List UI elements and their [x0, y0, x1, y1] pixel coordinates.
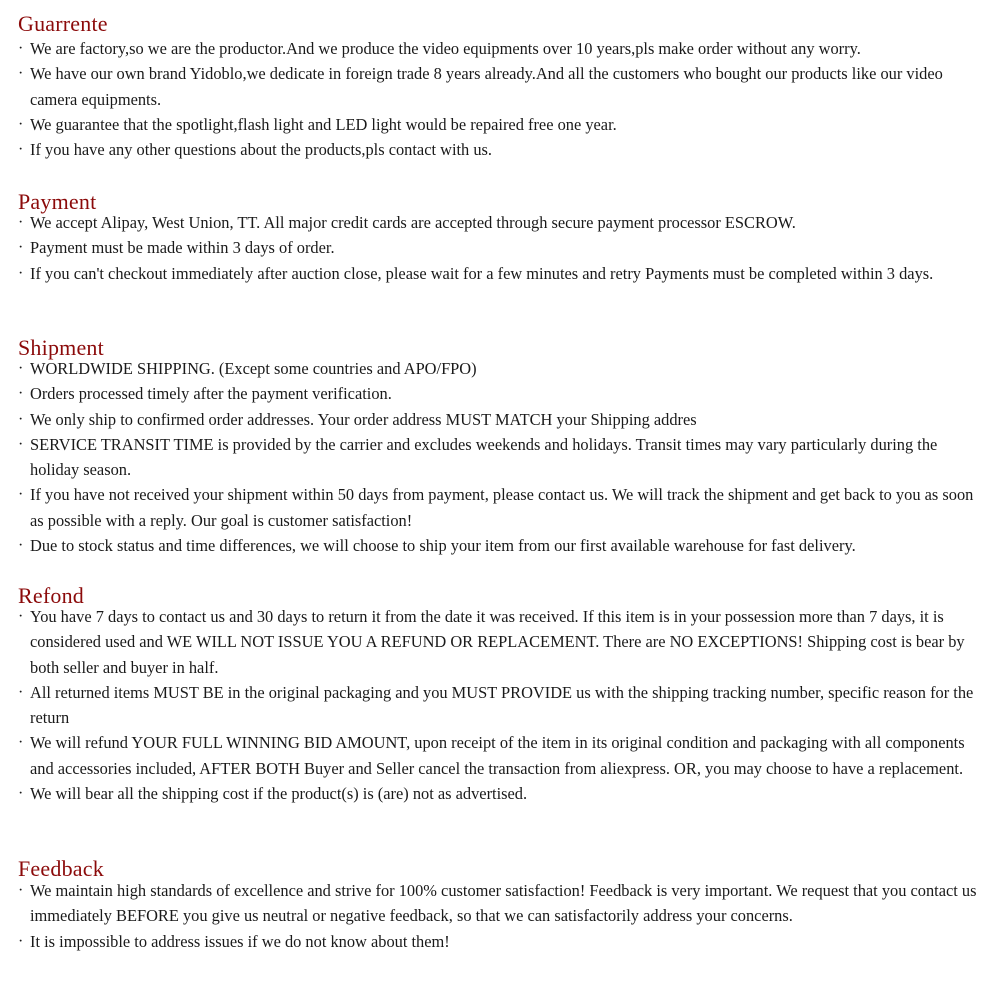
- section-title-feedback: Feedback: [18, 856, 104, 881]
- section-title-payment: Payment: [18, 189, 97, 214]
- list-item-text: We will bear all the shipping cost if the product(s) is (are) not as advertised.: [30, 784, 528, 804]
- bullet-dot: ·: [18, 785, 24, 803]
- bullet-dot: ·: [18, 486, 24, 504]
- list-item: [18, 604, 990, 680]
- list-item-text: Orders processed timely after the payment verification.: [30, 384, 392, 404]
- bullet-dot: ·: [18, 264, 24, 282]
- list-item: [18, 482, 990, 533]
- list-item: [18, 781, 990, 806]
- list-item-text: WORLDWIDE SHIPPING. (Except some countries and APO/FPO): [30, 359, 477, 378]
- section-title-refund: Refond: [18, 583, 84, 608]
- section-title-guarantee: Guarrente: [18, 11, 108, 36]
- bullet-dot: ·: [18, 40, 24, 57]
- list-item-text: We have our own brand Yidoblo,we dedicate in foreign trade 8 years already.And all the customers who bought our products like our video camera equipments.: [30, 64, 943, 109]
- list-item: [18, 533, 990, 558]
- list-item-text: We are factory,so we are the productor.And we produce the video equipments over 10 years,pls make order without any worry.: [30, 39, 861, 58]
- list-item: [18, 356, 990, 381]
- section-title-shipment: Shipment: [18, 335, 104, 360]
- list-item-text: We guarantee that the spotlight,flash light and LED light would be repaired free one year.: [30, 114, 617, 134]
- list-item-text: You have 7 days to contact us and 30 days to return it from the date it was received. If this item is in your possession more than 7 days, it is considered used and WE WILL NOT ISSUE YOU A REFUND OR REPLACEMENT. There are NO EXCEPTIONS! Shipping cost is bear by both seller and buyer in half.: [30, 607, 965, 677]
- list-item: [18, 407, 990, 432]
- list-item-text: We accept Alipay, West Union, TT. All major credit cards are accepted through secure payment processor ESCROW.: [30, 213, 796, 232]
- list-item: [18, 235, 990, 260]
- payment-list: [18, 210, 990, 286]
- list-item-text: We only ship to confirmed order addresses. Your order address MUST MATCH your Shipping addres: [30, 409, 697, 429]
- list-item-text: Payment must be made within 3 days of order.: [30, 238, 335, 258]
- list-item: [18, 261, 990, 286]
- list-item: [18, 210, 990, 235]
- bullet-dot: ·: [18, 537, 24, 555]
- bullet-dot: ·: [18, 239, 24, 257]
- shipment-list: [18, 356, 990, 558]
- list-item-text: If you have any other questions about the products,pls contact with us.: [30, 140, 493, 160]
- list-item: [18, 36, 990, 61]
- list-item-text: SERVICE TRANSIT TIME is provided by the carrier and excludes weekends and holidays. Transit times may vary particularly during the holiday season.: [30, 434, 938, 480]
- bullet-dot: ·: [18, 734, 24, 752]
- guarantee-list: [18, 36, 990, 162]
- list-item-text: All returned items MUST BE in the original packaging and you MUST PROVIDE us with the shipping tracking number, specific reason for the return: [30, 682, 974, 728]
- bullet-dot: ·: [18, 882, 24, 899]
- list-item: [18, 730, 990, 781]
- bullet-dot: ·: [18, 435, 24, 453]
- list-item: [18, 137, 990, 162]
- bullet-dot: ·: [18, 932, 24, 950]
- list-item: [18, 878, 990, 929]
- bullet-dot: ·: [18, 65, 24, 83]
- section-payment: [18, 190, 990, 286]
- list-item-text: We will refund YOUR FULL WINNING BID AMOUNT, upon receipt of the item in its original condition and packaging with all components and accessories included, AFTER BOTH Buyer and Seller cancel the transaction from aliexpress. OR, you may choose to have a replacement.: [30, 733, 965, 778]
- list-item: [18, 432, 990, 483]
- bullet-dot: ·: [18, 608, 24, 625]
- list-item-text: If you have not received your shipment within 50 days from payment, please contact us. We will track the shipment and get back to you as soon as possible with a reply. Our goal is customer satisfaction!: [30, 485, 974, 530]
- bullet-dot: ·: [18, 410, 24, 428]
- refund-list: [18, 604, 990, 806]
- bullet-dot: ·: [18, 385, 24, 403]
- list-item-text: We maintain high standards of excellence and strive for 100% customer satisfaction! Feedback is very important. We request that you contact us immediately BEFORE you give us neutral or negative feedback, so that we can satisfactorily address your concerns.: [30, 881, 977, 926]
- bullet-dot: ·: [18, 115, 24, 133]
- list-item: [18, 680, 990, 731]
- list-item-text: It is impossible to address issues if we do not know about them!: [30, 931, 450, 951]
- bullet-dot: ·: [18, 214, 24, 231]
- list-item: [18, 61, 990, 112]
- feedback-list: [18, 878, 990, 954]
- section-guarantee: [18, 12, 990, 162]
- list-item: [18, 929, 990, 954]
- bullet-dot: ·: [18, 141, 24, 159]
- section-shipment: [18, 336, 990, 558]
- section-refund: [18, 584, 990, 806]
- bullet-dot: ·: [18, 683, 24, 701]
- section-feedback: [18, 857, 990, 954]
- list-item: [18, 112, 990, 137]
- list-item-text: If you can't checkout immediately after auction close, please wait for a few minutes and retry Payments must be completed within 3 days.: [30, 263, 934, 283]
- bullet-dot: ·: [18, 360, 24, 377]
- list-item-text: Due to stock status and time differences, we will choose to ship your item from our first available warehouse for fast delivery.: [30, 536, 856, 556]
- list-item: [18, 381, 990, 406]
